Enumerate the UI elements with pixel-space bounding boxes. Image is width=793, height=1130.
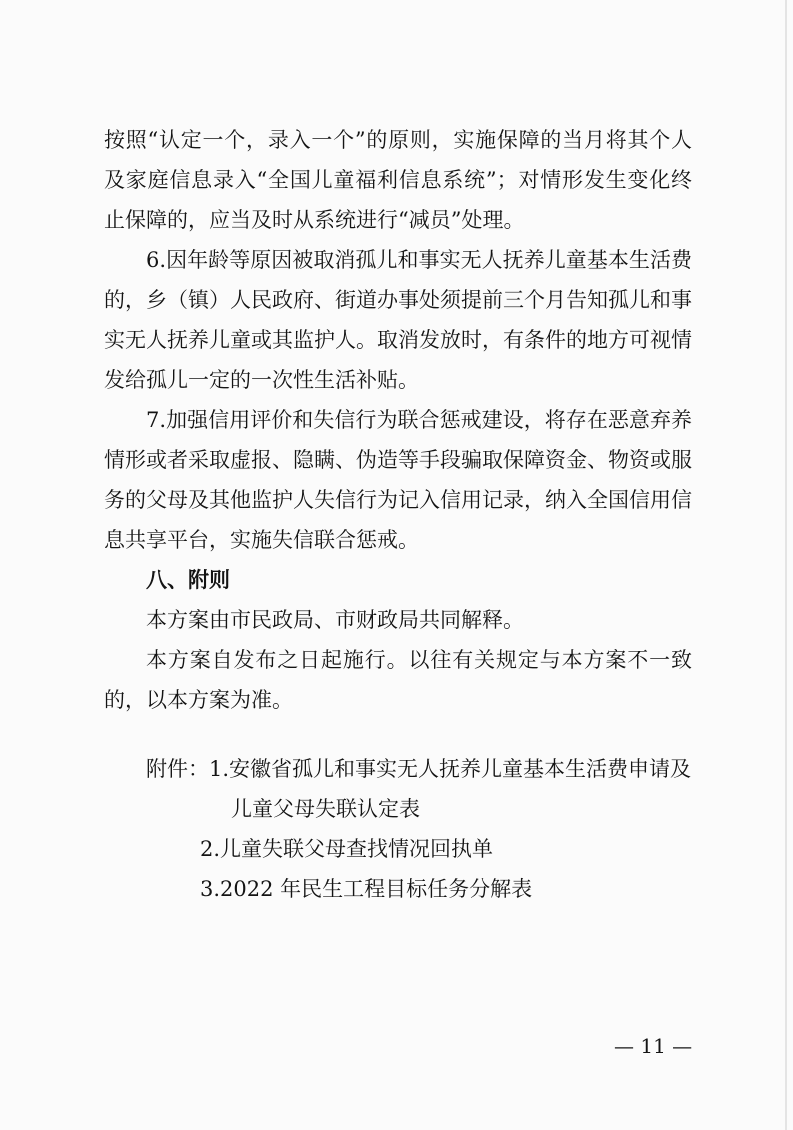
paragraph-item-7: 7.加强信用评价和失信行为联合惩戒建设，将存在恶意弃养情形或者采取虚报、隐瞒、伪造等手段骗取保障资金、物资或服务的父母及其他监护人失信行为记入信用记录，纳入全国信用信息共享平台，实施失信联合惩戒。 [104, 408, 692, 552]
page-number: — 11 — [614, 1034, 693, 1058]
attachments-list [146, 749, 706, 909]
attachment-item-1-line-1: 1.安徽省孤儿和事实无人抚养儿童基本生活费申请及 [209, 757, 692, 781]
paragraph-effective: 本方案自发布之日起施行。以往有关规定与本方案不一致的，以本方案为准。 [104, 648, 692, 712]
body-text [104, 120, 692, 720]
page-edge-shadow [785, 0, 787, 1130]
section-heading: 八、附则 [146, 568, 230, 592]
attachment-item-3: 3.2022 年民生工程目标任务分解表 [200, 877, 533, 901]
attachment-item-2: 2.儿童失联父母查找情况回执单 [200, 837, 494, 861]
attachment-item-1 [146, 749, 706, 789]
paragraph-interpretation: 本方案由市民政局、市财政局共同解释。 [146, 608, 524, 632]
attachments-label: 附件： [146, 757, 209, 781]
paragraph-item-6: 6.因年龄等原因被取消孤儿和事实无人抚养儿童基本生活费的，乡（镇）人民政府、街道办事处须提前三个月告知孤儿和事实无人抚养儿童或其监护人。取消发放时，有条件的地方可视情发给孤儿一定的一次性生活补贴。 [104, 248, 692, 392]
attachment-item-1-line-2: 儿童父母失联认定表 [231, 797, 420, 821]
paragraph-continuation: 按照“认定一个，录入一个”的原则，实施保障的当月将其个人及家庭信息录入“全国儿童福利信息系统”；对情形发生变化终止保障的，应当及时从系统进行“减员”处理。 [104, 128, 692, 232]
